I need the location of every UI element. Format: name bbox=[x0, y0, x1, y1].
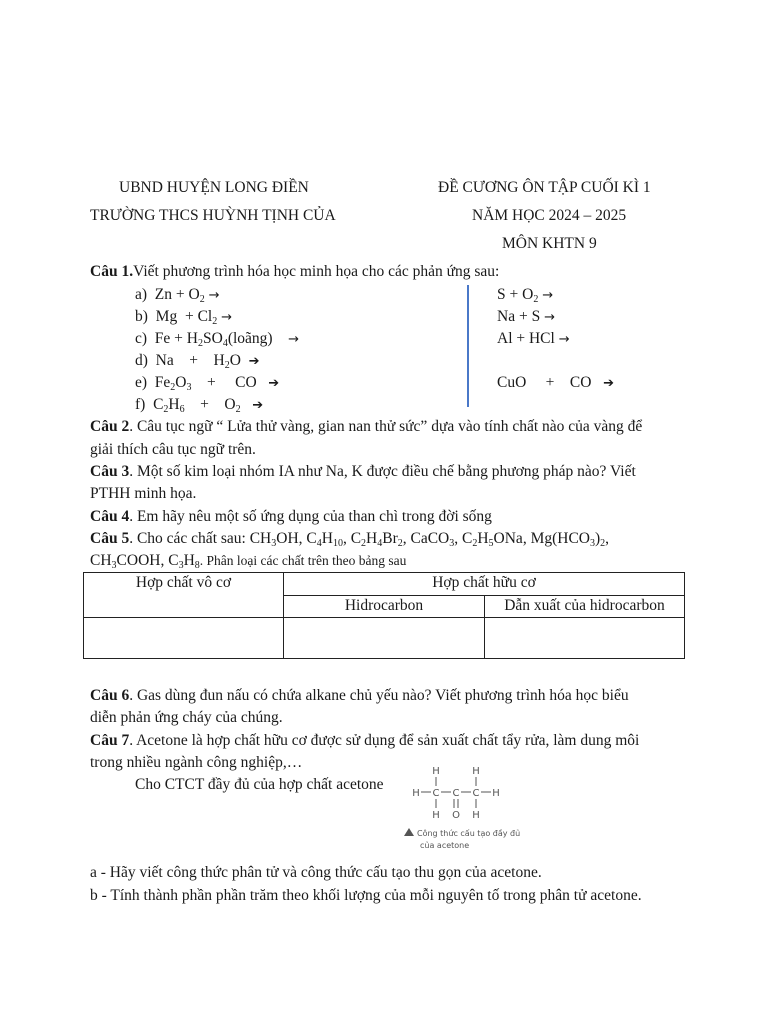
atom-c-center: C bbox=[452, 788, 460, 799]
question-2: Câu 2. Câu tục ngữ “ Lửa thử vàng, gian nan thử sức” dựa vào tính chất nào của vàng để bbox=[90, 418, 643, 435]
table-cell-hydrocarbon[interactable] bbox=[284, 618, 485, 659]
atom-h-top-right: H bbox=[472, 766, 480, 777]
question-1-text: Viết phương trình hóa học minh họa cho các phản ứng sau: bbox=[133, 263, 500, 280]
reaction-f: f) $C_2H_6$ + $O_2$ ➔ bbox=[135, 396, 264, 415]
reaction-right-3: Al + HCl → bbox=[497, 330, 570, 347]
question-1-label: Câu 1. bbox=[90, 263, 134, 280]
table-header-organic: Hợp chất hữu cơ bbox=[284, 573, 685, 596]
reaction-a: a) $Zn + O_2$ → bbox=[135, 286, 220, 305]
question-5: Câu 5. Cho các chất sau: $CH_3OH$, $C_4H_{10}$, $C_2H_4Br_2$, CaCO$_3$, $C_2H_5ONa$, $Mg(HCO_3)_2$, bbox=[90, 530, 610, 549]
question-3-line2: PTHH minh họa. bbox=[90, 485, 197, 502]
atom-o: O bbox=[452, 810, 460, 821]
table-cell-inorganic[interactable] bbox=[84, 618, 284, 659]
atom-h-top-left: H bbox=[432, 766, 440, 777]
reaction-right-1: $S + O_2$ → bbox=[497, 286, 554, 305]
question-7: Câu 7. Acetone là hợp chất hữu cơ được sử dụng để sản xuất chất tẩy rửa, làm dung môi bbox=[90, 732, 640, 749]
reaction-e: e) $Fe_2O_3$ + CO ➔ bbox=[135, 374, 280, 393]
atom-h-bottom-right: H bbox=[472, 810, 480, 821]
reaction-b: b) $Mg + Cl_2$ → bbox=[135, 308, 232, 327]
header-right-line1: ĐỀ CƯƠNG ÔN TẬP CUỐI KÌ 1 bbox=[438, 179, 651, 196]
question-4: Câu 4. Em hãy nêu một số ứng dụng của than chì trong đời sống bbox=[90, 508, 492, 525]
reaction-d: d) Na + $H_2O$ ➔ bbox=[135, 352, 260, 371]
caption-triangle-icon bbox=[404, 828, 414, 836]
question-1 bbox=[90, 263, 499, 281]
atom-h-bottom-left: H bbox=[432, 810, 440, 821]
figure-caption-line2: của acetone bbox=[420, 841, 470, 850]
acetone-structure-figure bbox=[400, 764, 520, 854]
classification-table bbox=[83, 572, 685, 659]
question-7-line2: trong nhiều ngành công nghiệp,… bbox=[90, 754, 303, 771]
atom-c-right: C bbox=[472, 788, 480, 799]
header-left-line1: UBND HUYỆN LONG ĐIỀN bbox=[119, 179, 309, 196]
question-5-line2: $CH_3COOH$, $C_3H_8$. Phân loại các chất trên theo bảng sau bbox=[90, 552, 407, 571]
question-6-line2: diễn phản ứng cháy của chúng. bbox=[90, 709, 283, 726]
question-7-prompt: Cho CTCT đầy đủ của hợp chất acetone bbox=[135, 776, 384, 793]
question-7-part-b: b - Tính thành phần phần trăm theo khối lượng của mỗi nguyên tố trong phân tử acetone. bbox=[90, 887, 642, 904]
question-7-part-a: a - Hãy viết công thức phân tử và công thức cấu tạo thu gọn của acetone. bbox=[90, 864, 542, 881]
atom-c-left: C bbox=[432, 788, 440, 799]
reaction-right-2: Na + S → bbox=[497, 308, 555, 325]
table-header-inorganic: Hợp chất vô cơ bbox=[84, 573, 284, 618]
table-cell-derivative[interactable] bbox=[485, 618, 685, 659]
question-3: Câu 3. Một số kim loại nhóm IA như Na, K được điều chế bằng phương pháp nào? Viết bbox=[90, 463, 636, 480]
column-divider bbox=[467, 285, 469, 407]
header-right-line2: NĂM HỌC 2024 – 2025 bbox=[472, 207, 627, 224]
figure-caption-line1: Công thức cấu tạo đầy đủ bbox=[417, 829, 520, 838]
question-6: Câu 6. Gas dùng đun nấu có chứa alkane chủ yếu nào? Viết phương trình hóa học biểu bbox=[90, 687, 629, 704]
table-subheader-derivative: Dẫn xuất của hidrocarbon bbox=[485, 595, 685, 618]
header-right-line3: MÔN KHTN 9 bbox=[502, 235, 597, 252]
atom-h-right: H bbox=[492, 788, 500, 799]
reaction-c: c) $Fe + H_2SO_4(loãng)$ → bbox=[135, 330, 299, 349]
atom-h-left: H bbox=[412, 788, 420, 799]
question-2-line2: giải thích câu tục ngữ trên. bbox=[90, 441, 256, 458]
header-left-line2: TRƯỜNG THCS HUỲNH TỊNH CỦA bbox=[90, 207, 336, 224]
table-subheader-hydrocarbon: Hidrocarbon bbox=[284, 595, 485, 618]
reaction-right-4: CuO + CO ➔ bbox=[497, 374, 614, 391]
